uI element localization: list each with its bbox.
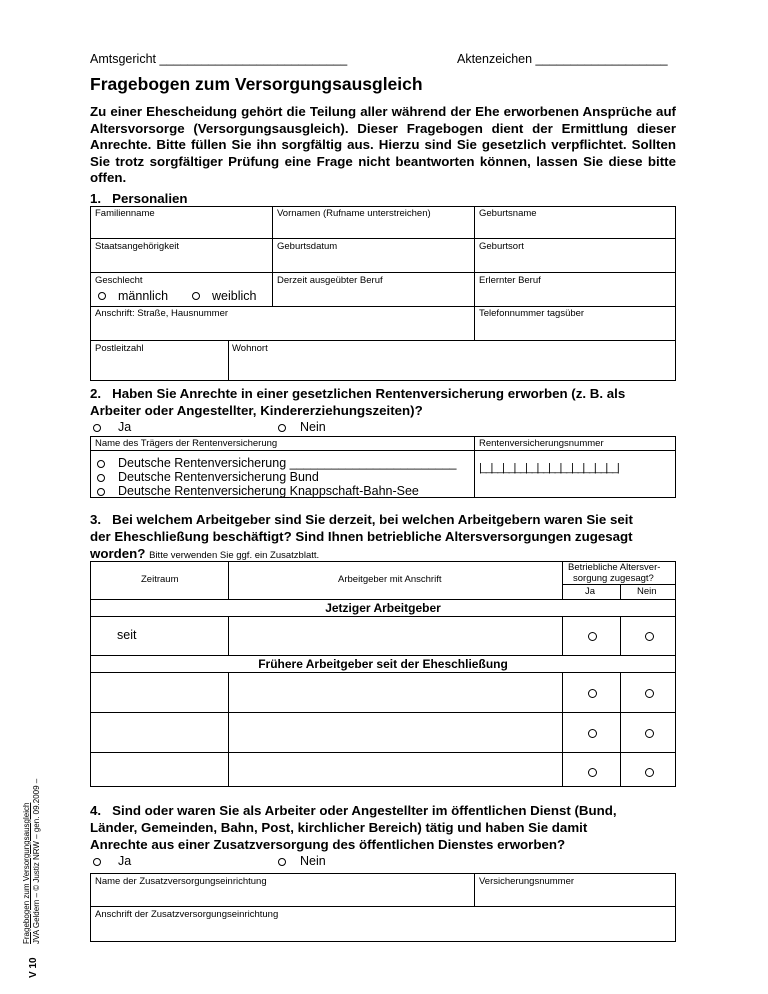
male-label: männlich	[118, 289, 169, 303]
birth-date-field[interactable]: Geburtsdatum	[277, 241, 338, 252]
col-employer: Arbeitgeber mit Anschrift	[338, 574, 442, 585]
nationality-field[interactable]: Staatsangehörigkeit	[95, 241, 179, 252]
col-pension-line2: sorgung zugesagt?	[573, 573, 654, 584]
section1-heading: 1. Personalien	[90, 191, 188, 206]
trained-job-field[interactable]: Erlernter Beruf	[479, 275, 541, 286]
phone-field[interactable]: Telefonnummer tagsüber	[479, 308, 585, 319]
col-no: Nein	[637, 586, 657, 597]
former3-pension-no[interactable]	[645, 768, 654, 777]
drv-kbs-option: Deutsche Rentenversicherung Knappschaft-Bahn-See	[118, 484, 419, 498]
intro-text: Zu einer Ehescheidung gehört die Teilung aller während der Ehe erworbenen Ansprüche auf Altersvorsorge (Versorgungsausgleich). Dieser Fragebogen dient der Ermittlung dieser Anrechte. Bitte füllen Sie ihn sorgfältig aus. Hierzu sind Sie gesetzlich verpflichtet. Sollten Sie trotz sorgfältiger Prüfung eine Frage nicht beantworten können, lassen Sie diese bitte offen.	[90, 104, 676, 185]
pension-no-radio[interactable]	[278, 424, 286, 432]
form-code: V 10	[28, 957, 39, 978]
file-number-label: Aktenzeichen	[457, 52, 533, 66]
institution-name-field[interactable]: Name der Zusatzversorgungseinrichtung	[95, 876, 267, 887]
col-pension-line1: Betriebliche Altersver-	[568, 562, 661, 573]
page-title: Fragebogen zum Versorgungsausgleich	[90, 74, 423, 94]
pension-yes-radio[interactable]	[93, 424, 101, 432]
male-radio[interactable]	[98, 292, 106, 300]
former-employers-heading: Frühere Arbeitgeber seit der Eheschließung	[258, 657, 508, 671]
sidebar-form-name: Fragebogen zum Versorgungsausgleich	[22, 802, 31, 944]
current-employer-heading: Jetziger Arbeitgeber	[325, 601, 441, 615]
institution-address-field[interactable]: Anschrift der Zusatzversorgungseinrichtung	[95, 909, 279, 920]
birth-place-field[interactable]: Geburtsort	[479, 241, 524, 252]
section3-note: Bitte verwenden Sie ggf. ein Zusatzblatt.	[149, 550, 320, 561]
file-number-line: ___________________	[535, 52, 668, 66]
family-name-field[interactable]: Familienname	[95, 208, 155, 219]
pension-number-input[interactable]: |__|__|__|__|__|__|__|__|__|__|__|__|	[479, 462, 619, 474]
personal-data-table	[90, 206, 676, 381]
sidebar-publisher: JVA Geldern – © Justiz NRW – gen. 09.2009 –	[32, 778, 41, 944]
public-service-no-label: Nein	[300, 854, 326, 868]
pension-no-label: Nein	[300, 420, 326, 434]
col-yes: Ja	[585, 586, 596, 597]
address-field[interactable]: Anschrift: Straße, Hausnummer	[95, 308, 229, 319]
former2-pension-no[interactable]	[645, 729, 654, 738]
first-names-field[interactable]: Vornamen (Rufname unterstreichen)	[277, 208, 431, 219]
gender-label: Geschlecht	[95, 275, 143, 286]
col-period: Zeitraum	[141, 574, 179, 585]
public-service-no-radio[interactable]	[278, 858, 286, 866]
drv-kbs-radio[interactable]	[97, 488, 105, 496]
section2-heading: 2. Haben Sie Anrechte in einer gesetzlichen Rentenversicherung erworben (z. B. als Arbeiter oder Angestellter, Kindererziehungszeiten)?	[90, 386, 626, 418]
birth-name-field[interactable]: Geburtsname	[479, 208, 537, 219]
postal-code-field[interactable]: Postleitzahl	[95, 343, 144, 354]
drv-radio[interactable]	[97, 460, 105, 468]
former3-pension-yes[interactable]	[588, 768, 597, 777]
court-line: ___________________________	[159, 52, 348, 66]
court-field[interactable]	[90, 52, 347, 66]
former1-pension-no[interactable]	[645, 689, 654, 698]
pension-carrier-label: Name des Trägers der Rentenversicherung	[95, 438, 278, 449]
public-service-yes-radio[interactable]	[93, 858, 101, 866]
file-number-field[interactable]	[457, 52, 668, 66]
female-label: weiblich	[212, 289, 257, 303]
public-service-yes-label: Ja	[118, 854, 132, 868]
since-label: seit	[117, 628, 137, 642]
current-pension-yes[interactable]	[588, 632, 597, 641]
former1-pension-yes[interactable]	[588, 689, 597, 698]
drv-bund-radio[interactable]	[97, 474, 105, 482]
current-pension-no[interactable]	[645, 632, 654, 641]
insurance-number-field[interactable]: Versicherungsnummer	[479, 876, 575, 887]
pension-yes-label: Ja	[118, 420, 132, 434]
city-field[interactable]: Wohnort	[232, 343, 268, 354]
current-job-field[interactable]: Derzeit ausgeübter Beruf	[277, 275, 383, 286]
section3-heading: 3. Bei welchem Arbeitgeber sind Sie derzeit, bei welchen Arbeitgebern waren Sie seit der Eheschließung beschäftigt? Sind Ihnen betriebliche Altersversorgungen zugesagt worden? Bitte verwenden Sie ggf. ein Zusatzblatt.	[90, 512, 633, 561]
court-label: Amtsgericht	[90, 52, 156, 66]
pension-number-label: Rentenversicherungsnummer	[479, 438, 604, 449]
former2-pension-yes[interactable]	[588, 729, 597, 738]
female-radio[interactable]	[192, 292, 200, 300]
drv-option: Deutsche Rentenversicherung ________________________	[118, 456, 457, 470]
section4-heading: 4. Sind oder waren Sie als Arbeiter oder Angestellter im öffentlichen Dienst (Bund, Länder, Gemeinden, Bahn, Post, kirchlicher Bereich) tätig und haben Sie damit Anrechte aus einer Zusatzversorgung des öffentlichen Dienstes erworben?	[90, 803, 617, 852]
drv-bund-option: Deutsche Rentenversicherung Bund	[118, 470, 319, 484]
